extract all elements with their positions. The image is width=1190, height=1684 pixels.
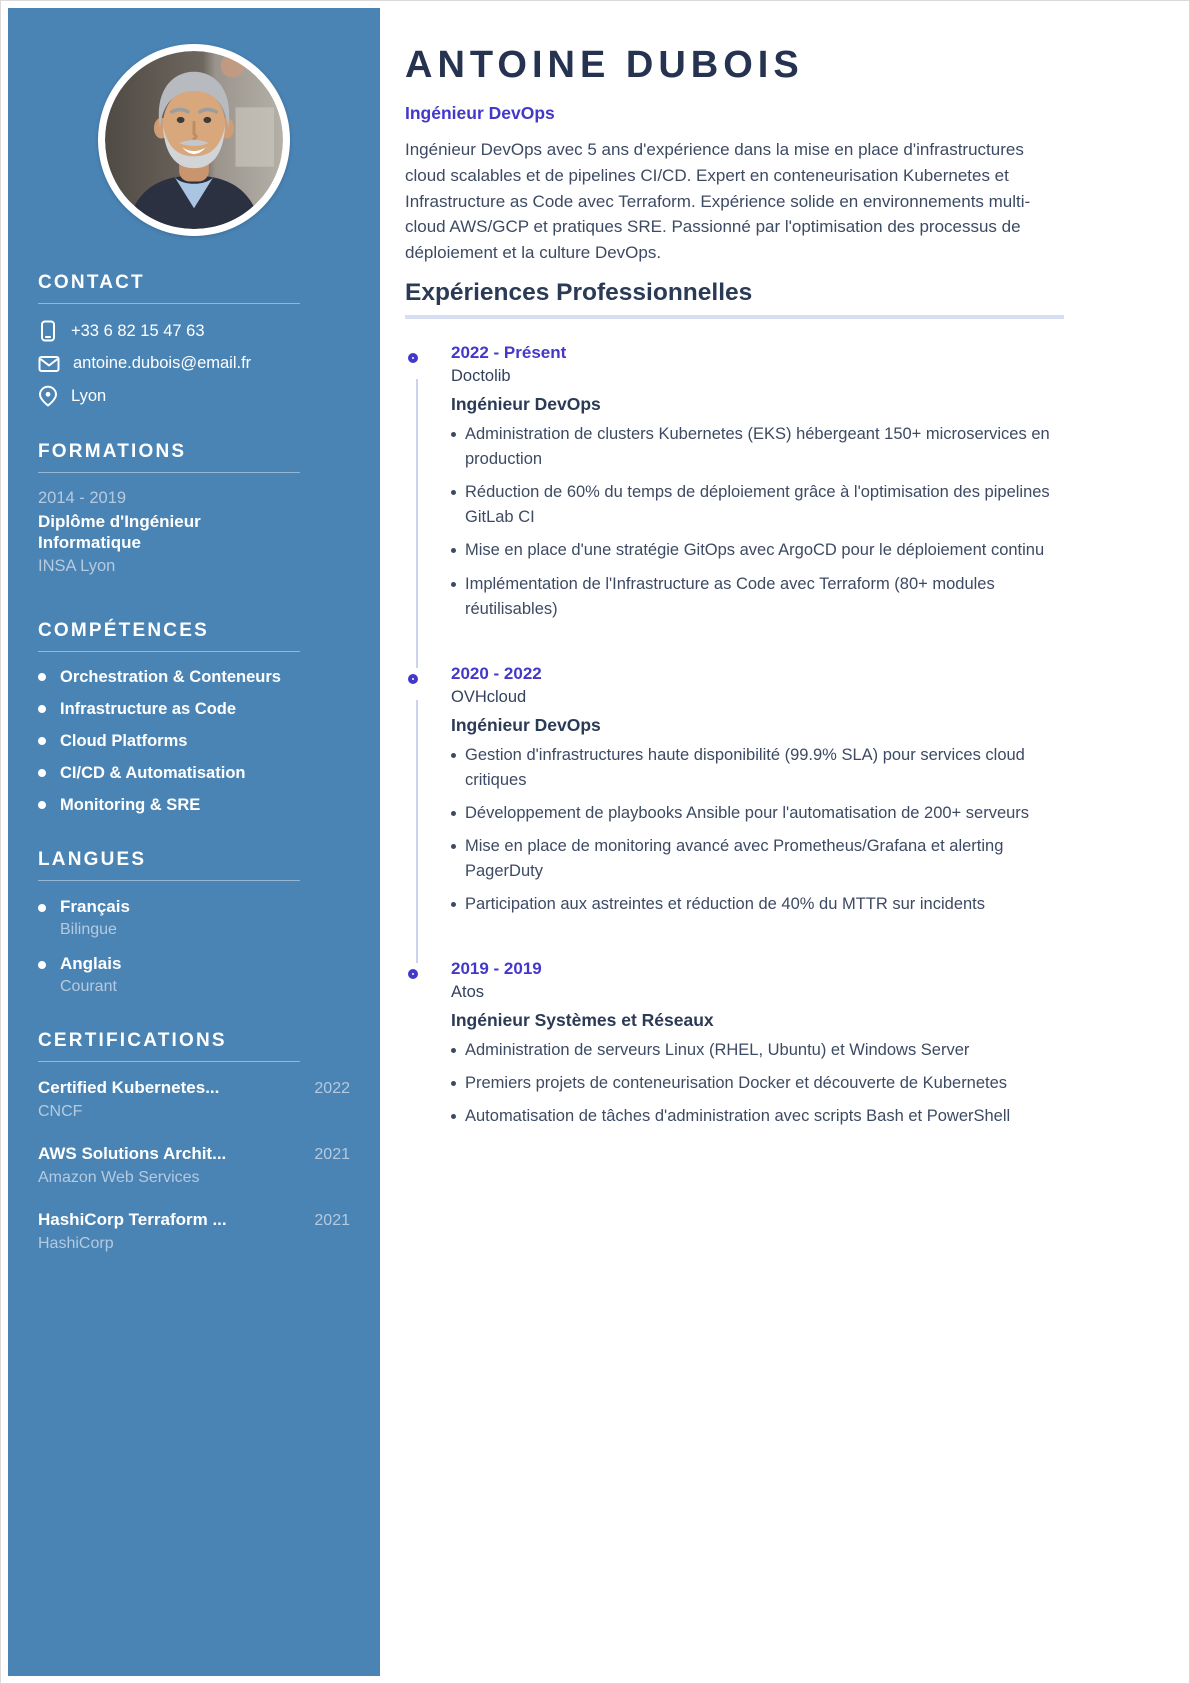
skill-label: CI/CD & Automatisation	[60, 763, 246, 782]
skill-label: Monitoring & SRE	[60, 795, 201, 814]
certification-issuer: HashiCorp	[38, 1234, 114, 1252]
experience-bullet	[451, 572, 1064, 622]
experience-item-ovhcloud	[405, 664, 1064, 917]
certification-year: 2022	[314, 1079, 350, 1097]
phone-icon	[38, 320, 58, 342]
language-level: Bilingue	[60, 920, 117, 938]
bullet-icon	[451, 490, 456, 495]
skill-label: Infrastructure as Code	[60, 699, 237, 718]
candidate-title: Ingénieur DevOps	[405, 103, 555, 123]
certification-item	[38, 1210, 350, 1253]
bullet-text: Réduction de 60% du temps de déploiement grâce à l'optimisation des pipelines GitLab CI	[465, 483, 1050, 527]
contact-section	[38, 272, 350, 407]
bullet-icon	[38, 769, 46, 777]
education-item	[38, 489, 350, 576]
experience-bullet	[451, 801, 1064, 826]
experience-bullets	[451, 743, 1064, 917]
experience-item-doctolib	[405, 343, 1064, 622]
certification-year: 2021	[314, 1211, 350, 1229]
formations-heading: FORMATIONS	[38, 441, 187, 462]
contact-email	[38, 354, 350, 373]
bullet-icon	[451, 432, 456, 437]
bullet-text: Administration de clusters Kubernetes (EKS) hébergeant 150+ microservices en production	[465, 425, 1050, 469]
bullet-text: Participation aux astreintes et réduction de 40% du MTTR sur incidents	[465, 895, 986, 914]
timeline-line	[416, 700, 418, 963]
experiences-heading: Expériences Professionnelles	[405, 279, 753, 307]
section-divider	[38, 1061, 300, 1062]
skill-item	[38, 668, 350, 687]
certifications-heading: CERTIFICATIONS	[38, 1029, 227, 1051]
bullet-text: Premiers projets de conteneurisation Docker et découverte de Kubernetes	[465, 1074, 1008, 1093]
experience-bullet	[451, 480, 1064, 530]
langues-section	[38, 849, 350, 996]
section-divider	[38, 303, 300, 304]
experience-bullet	[451, 1104, 1064, 1129]
skill-item	[38, 700, 350, 719]
experience-bullet	[451, 1038, 1064, 1063]
bullet-icon	[451, 548, 456, 553]
certification-year: 2021	[314, 1145, 350, 1163]
certification-name: Certified Kubernetes...	[38, 1077, 220, 1097]
certification-issuer: Amazon Web Services	[38, 1168, 200, 1186]
bullet-text: Gestion d'infrastructures haute disponibilité (99.9% SLA) pour services cloud critiques	[465, 745, 1025, 789]
bullet-icon	[451, 753, 456, 758]
skill-label: Orchestration & Conteneurs	[60, 667, 281, 686]
email-icon	[38, 355, 60, 373]
email-value: antoine.dubois@email.fr	[73, 354, 252, 372]
experience-bullets	[451, 422, 1064, 622]
experience-role: Ingénieur DevOps	[451, 394, 601, 415]
bullet-icon	[451, 844, 456, 849]
langues-heading: LANGUES	[38, 848, 147, 870]
language-item	[38, 897, 350, 939]
bullet-text: Développement de playbooks Ansible pour l'automatisation de 200+ serveurs	[465, 803, 1030, 822]
bullet-icon	[451, 1081, 456, 1086]
experience-company: Atos	[451, 983, 485, 1002]
competences-heading: COMPÉTENCES	[38, 619, 209, 641]
bullet-icon	[451, 1048, 456, 1053]
bullet-icon	[38, 705, 46, 713]
bullet-icon	[38, 737, 46, 745]
language-level: Courant	[60, 977, 117, 995]
certification-name: AWS Solutions Archit...	[38, 1143, 227, 1163]
skill-item	[38, 732, 350, 751]
location-value: Lyon	[71, 386, 107, 405]
profile-photo	[98, 44, 290, 236]
timeline-dot-icon	[408, 674, 418, 684]
competences-section	[38, 620, 350, 815]
experience-dates: 2022 - Présent	[451, 343, 567, 363]
experience-item-atos	[405, 959, 1064, 1129]
language-name: Français	[60, 896, 130, 916]
experience-dates: 2020 - 2022	[451, 663, 542, 683]
formations-section	[38, 441, 350, 576]
skill-item	[38, 764, 350, 783]
timeline-dot-icon	[408, 353, 418, 363]
experience-bullet	[451, 892, 1064, 917]
profile-summary: Ingénieur DevOps avec 5 ans d'expérience dans la mise en place d'infrastructures cloud scalables et de pipelines CI/CD. Expert en conteneurisation Kubernetes et Infrastructure as Code avec Terraform. Expérience solide en environnements multi-cloud AWS/GCP et pratiques SRE. Passionné par l'optimisation des processus de déploiement et la culture DevOps.	[405, 140, 1031, 263]
bullet-text: Administration de serveurs Linux (RHEL, Ubuntu) et Windows Server	[465, 1041, 970, 1060]
section-divider	[38, 880, 300, 881]
candidate-name: ANTOINE DUBOIS	[405, 44, 804, 86]
bullet-icon	[38, 904, 46, 912]
certifications-section	[38, 1030, 350, 1253]
experience-dates: 2019 - 2019	[451, 959, 542, 979]
education-school: INSA Lyon	[38, 556, 116, 575]
timeline-line	[416, 379, 418, 668]
main-content	[380, 8, 1182, 1676]
experiences-underline	[405, 315, 1064, 319]
experience-company: Doctolib	[451, 367, 511, 386]
timeline-dot-icon	[408, 969, 418, 979]
bullet-icon	[451, 902, 456, 907]
experience-bullet	[451, 422, 1064, 472]
contact-phone	[38, 320, 350, 342]
language-item	[38, 954, 350, 996]
experience-role: Ingénieur DevOps	[451, 714, 601, 735]
certification-item	[38, 1078, 350, 1121]
sidebar	[8, 8, 380, 1676]
education-degree: Diplôme d'Ingénieur Informatique	[38, 512, 201, 553]
certification-name: HashiCorp Terraform ...	[38, 1209, 227, 1229]
education-dates: 2014 - 2019	[38, 489, 127, 507]
experience-bullet	[451, 1071, 1064, 1096]
language-name: Anglais	[60, 953, 122, 973]
skill-list	[38, 668, 350, 815]
bullet-icon	[38, 961, 46, 969]
skill-label: Cloud Platforms	[60, 731, 188, 750]
section-divider	[38, 472, 300, 473]
language-list	[38, 897, 350, 996]
bullet-text: Mise en place de monitoring avancé avec Prometheus/Grafana et alerting PagerDuty	[465, 836, 1004, 880]
experience-bullet	[451, 538, 1064, 563]
certification-issuer: CNCF	[38, 1102, 83, 1120]
contact-location	[38, 385, 350, 407]
bullet-icon	[451, 811, 456, 816]
location-icon	[38, 385, 58, 407]
bullet-icon	[38, 673, 46, 681]
experience-company: OVHcloud	[451, 687, 527, 706]
certification-item	[38, 1144, 350, 1187]
section-divider	[38, 651, 300, 652]
skill-item	[38, 796, 350, 815]
profile-photo-illustration	[105, 51, 283, 229]
phone-value: +33 6 82 15 47 63	[71, 321, 205, 340]
experience-bullet	[451, 834, 1064, 884]
bullet-text: Mise en place d'une stratégie GitOps avec ArgoCD pour le déploiement continu	[465, 541, 1045, 560]
experience-bullets	[451, 1038, 1064, 1129]
experience-role: Ingénieur Systèmes et Réseaux	[451, 1010, 714, 1031]
bullet-text: Implémentation de l'Infrastructure as Code avec Terraform (80+ modules réutilisables)	[465, 574, 995, 618]
contact-heading: CONTACT	[38, 272, 145, 293]
bullet-text: Automatisation de tâches d'administration avec scripts Bash et PowerShell	[465, 1107, 1011, 1126]
bullet-icon	[38, 801, 46, 809]
bullet-icon	[451, 582, 456, 587]
bullet-icon	[451, 1114, 456, 1119]
experience-bullet	[451, 743, 1064, 793]
